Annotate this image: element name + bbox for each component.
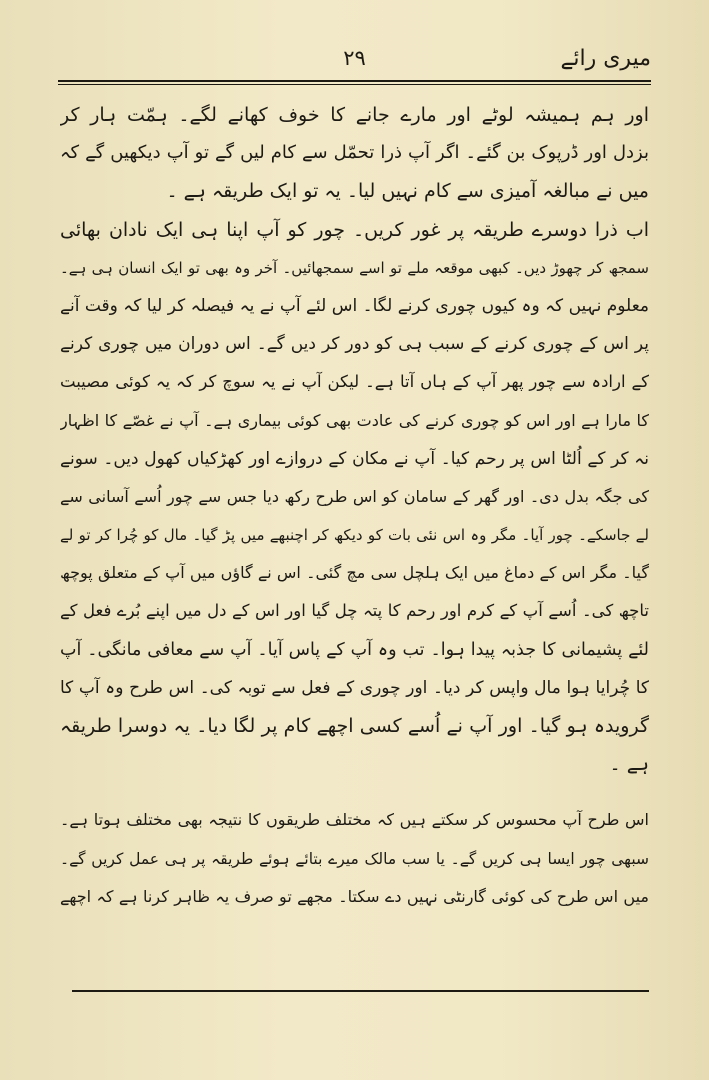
text-line: اس طرح آپ محسوس کر سکتے ہیں کہ مختلف طریقوں کا نتیجہ بھی مختلف ہوتا ہے۔ — [60, 810, 649, 830]
page-number: ۲۹ — [343, 46, 366, 70]
header-rule — [58, 80, 651, 82]
text-line: کے ارادہ سے چور پھر آپ کے ہاں آتا ہے۔ لیکن آپ نے یہ سوچ کر کہ یہ کوئی مصیبت — [60, 372, 649, 392]
text-line: گیا۔ مگر اس کے دماغ میں ایک ہلچل سی مچ گئی۔ اس نے گاؤں میں آپ کے متعلق پوچھ — [60, 563, 649, 583]
paragraph-1 — [60, 96, 649, 211]
text-line: اور ہم ہمیشہ لوٹے اور مارے جانے کا خوف کھانے لگے۔ ہمّت ہار کر — [60, 104, 649, 126]
text-line: سمجھ کر چھوڑ دیں۔ کبھی موقعہ ملے تو اسے سمجھائیں۔ آخر وہ بھی تو ایک انسان ہی ہے۔ — [60, 258, 649, 277]
text-line: لے جاسکے۔ چور آیا۔ مگر وہ اس نئی بات کو دیکھ کر اچنبھے میں پڑ گیا۔ مال کو چُرا کر تو لے — [60, 526, 649, 545]
page-header — [58, 44, 651, 74]
header-rule-thin — [58, 84, 651, 85]
text-line: کا چُرایا ہوا مال واپس کر دیا۔ اور چوری کے فعل سے توبہ کی۔ اس طرح وہ آپ کا — [60, 677, 649, 698]
text-line: بزدل اور ڈرپوک بن گئے۔ اگر آپ ذرا تحمّل سے کام لیں گے تو آپ دیکھیں گے کہ — [60, 142, 649, 164]
text-line: ہے ۔ — [609, 753, 649, 776]
text-line: سبھی چور ایسا ہی کریں گے۔ یا سب مالک میرے بتائے ہوئے طریقہ پر ہی عمل کریں گے۔ — [60, 849, 649, 868]
text-line: تاچھ کی۔ اُسے آپ کے کرم اور رحم کا پتہ چل گیا اور اس کے دل میں اپنے بُرے فعل کے — [60, 601, 649, 621]
text-line: لئے پشیمانی کا جذبہ پیدا ہوا۔ تب وہ آپ کے پاس آیا۔ آپ سے معافی مانگی۔ آپ — [60, 639, 649, 660]
text-line: میں اس طرح کی کوئی گارنٹی نہیں دے سکتا۔ مجھے تو صرف یہ ظاہر کرنا ہے کہ اچھے — [60, 886, 649, 906]
paragraph-3 — [60, 801, 649, 916]
text-line: کا مارا ہے اور اس کو چوری کرنے کی عادت بھی کوئی بیماری ہے۔ آپ نے غصّے کا اظہار — [60, 410, 649, 430]
page-body — [60, 96, 649, 916]
text-line: گرویدہ ہو گیا۔ اور آپ نے اُسے کسی اچھے کام پر لگا دیا۔ یہ دوسرا طریقہ — [60, 715, 649, 737]
footer-rule — [72, 990, 649, 992]
text-line: پر اس کے چوری کرنے کے سبب ہی کو دور کر دیں گے۔ اس دوران میں چوری کرنے — [60, 334, 649, 355]
running-title: میری رائے — [560, 46, 651, 71]
text-line: کی جگہ بدل دی۔ اور گھر کے سامان کو اس طرح رکھ دیا جس سے چور اُسے آسانی سے — [60, 486, 649, 506]
paragraph-gap — [60, 783, 649, 801]
paragraph-2 — [60, 211, 649, 784]
text-line: نہ کر کے اُلٹا اس پر رحم کیا۔ آپ نے مکان کے دروازے اور کھڑکیاں کھول دیں۔ سونے — [60, 448, 649, 469]
text-line: معلوم نہیں کہ وہ کیوں چوری کرنے لگا۔ اس لئے آپ نے یہ فیصلہ کر لیا کہ وقت آنے — [60, 295, 649, 316]
text-line: میں نے مبالغہ آمیزی سے کام نہیں لیا۔ یہ تو ایک طریقہ ہے ۔ — [166, 180, 649, 203]
text-line: اب ذرا دوسرے طریقہ پر غور کریں۔ چور کو آپ اپنا ہی ایک نادان بھائی — [60, 218, 649, 241]
